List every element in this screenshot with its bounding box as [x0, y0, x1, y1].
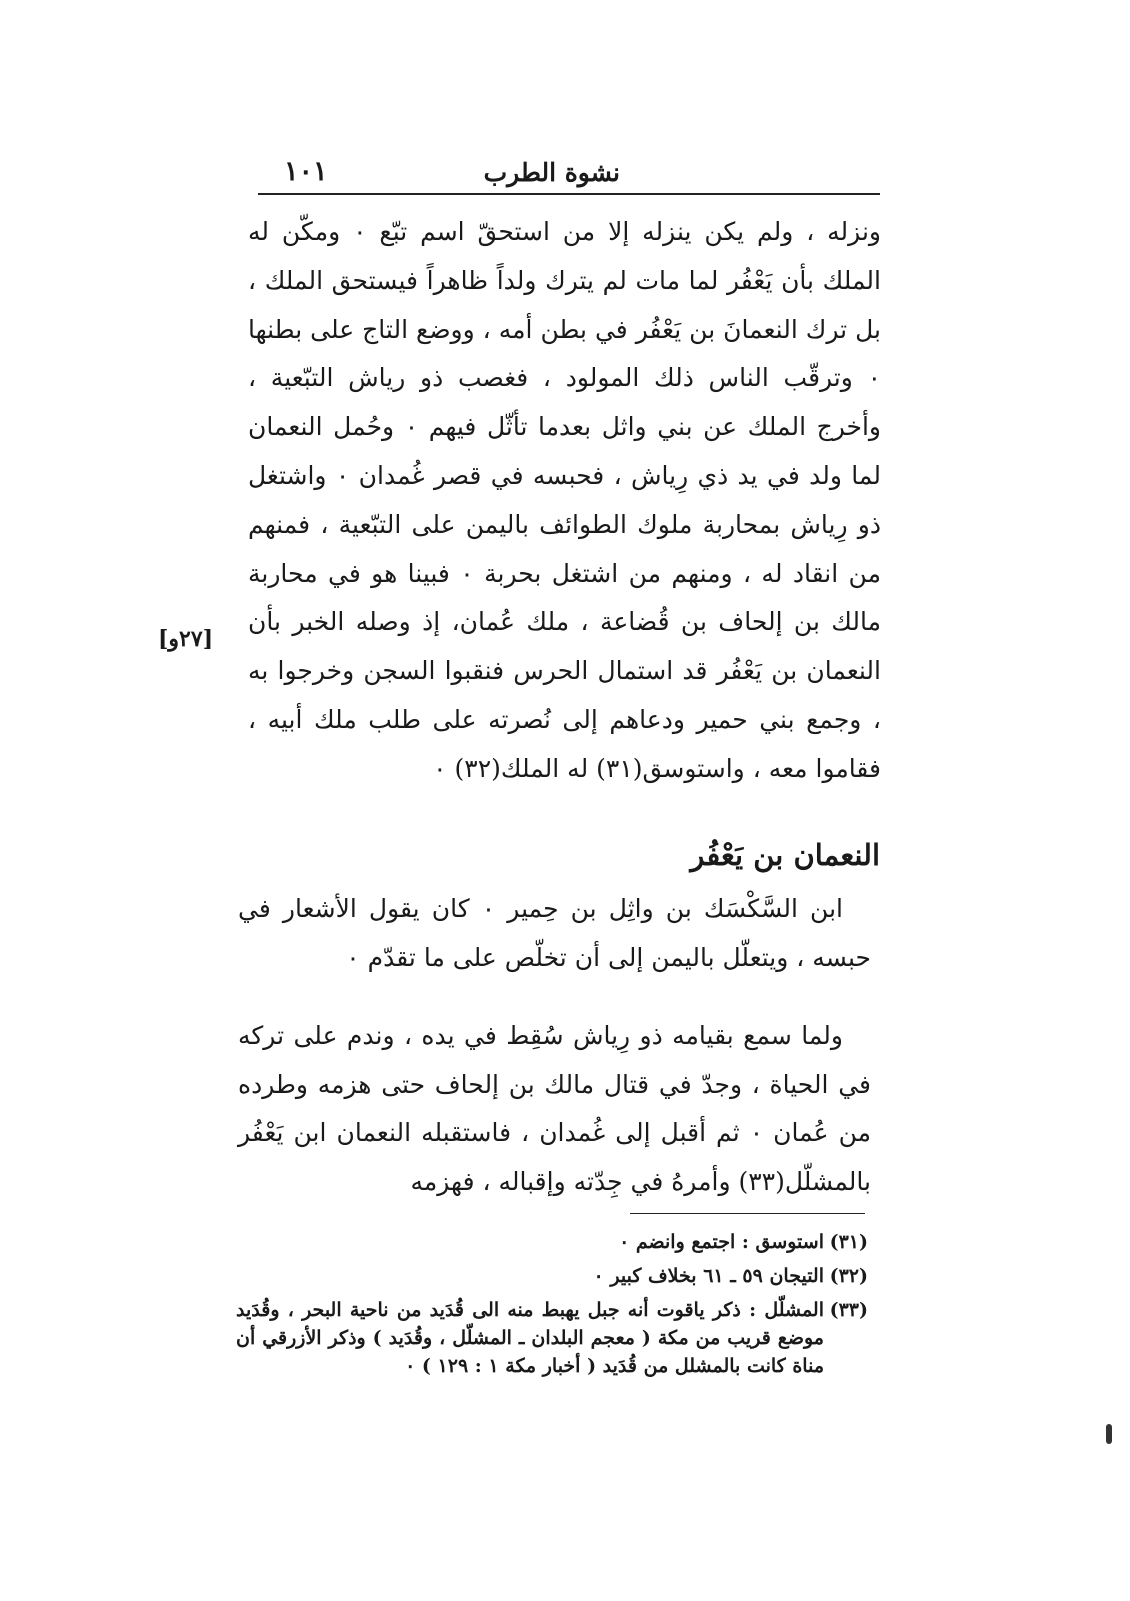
running-title: نشوة الطرب	[483, 158, 620, 187]
footnote-number: (٣٣)	[829, 1299, 868, 1321]
header-rule	[258, 193, 880, 195]
footnote-number: (٣١)	[829, 1231, 868, 1253]
footnote-separator	[630, 1213, 865, 1214]
footnote-33	[236, 1296, 868, 1380]
entry-text: ولما سمع بقيامه ذو رِياش سُقِط في يده ، وندم على تركه في الحياة ، وجدّ في قتال مالك بن إلحاف حتى هزمه وطرده من عُمان ٠ ثم أقبل إلى غُمدان ، فاستقبله النعمان ابن يَعْفُر بالمشلّل(٣٣) وأمرهُ في جِدّته وإقباله ، فهزمه	[238, 1021, 871, 1196]
section-heading: النعمان بن يَعْفُر	[690, 838, 880, 872]
scan-edge-mark	[1106, 1424, 1112, 1444]
footnote-text: استوسق : اجتمع وانضم ٠	[619, 1231, 824, 1253]
body-text	[248, 208, 881, 794]
footnote-31	[236, 1228, 868, 1256]
entry-text: ابن السَّكْسَك بن واثِل بن حِمير ٠ كان يقول الأشعار في حبسه ، ويتعلّل باليمن إلى أن تخلّص على ما تقدّم ٠	[238, 894, 871, 972]
footnote-text: المشلّل : ذكر ياقوت أنه جبل يهبط منه الى قُدَيد من ناحية البحر ، وقُدَيد موضع قريب من مكة ( معجم البلدان ـ المشلّل ، وقُدَيد ) وذكر الأزرقي أن مناة كانت بالمشلل من قُدَيد ( أخبار مكة ١ : ١٢٩ ) ٠	[236, 1299, 824, 1377]
manuscript-folio-reference: [٢٧و]	[158, 626, 214, 652]
footnotes	[236, 1228, 868, 1386]
footnote-32	[236, 1262, 868, 1290]
entry-paragraph-2	[238, 1012, 871, 1206]
body-paragraph: ونزله ، ولم يكن ينزله إلا من استحقّ اسم تبّع ٠ ومكّن له الملك بأن يَعْفُر لما مات لم يترك ولداً ظاهراً فيستحق الملك ، بل ترك النعمانَ بن يَعْفُر في بطن أمه ، ووضع التاج على بطنها ٠ وترقّب الناس ذلك المولود ، فغصب ذو رياش التبّعية ، وأخرج الملك عن بني واثل بعدما تأثّل فيهم ٠ وحُمل النعمان لما ولد في يد ذي رِياش ، فحبسه في قصر غُمدان ٠ واشتغل ذو رِياش بمحاربة ملوك الطوائف باليمن على التبّعية ، فمنهم من انقاد له ، ومنهم من اشتغل بحربة ٠ فبينا هو في محاربة مالك بن إلحاف بن قُضاعة ، ملك عُمان، إذ وصله الخبر بأن النعمان بن يَعْفُر قد استمال الحرس فنقبوا السجن وخرجوا به ، وجمع بني حمير ودعاهم إلى نُصرته على طلب ملك أبيه ، فقاموا معه ، واستوسق(٣١) له الملك(٣٢) ٠	[248, 217, 882, 783]
footnote-number: (٣٢)	[829, 1265, 868, 1287]
page-number: ١٠١	[284, 156, 328, 187]
footnote-text: التيجان ٥٩ ـ ٦١ بخلاف كبير ٠	[593, 1265, 824, 1287]
page-header	[262, 158, 880, 192]
entry-paragraph-1	[238, 885, 871, 982]
